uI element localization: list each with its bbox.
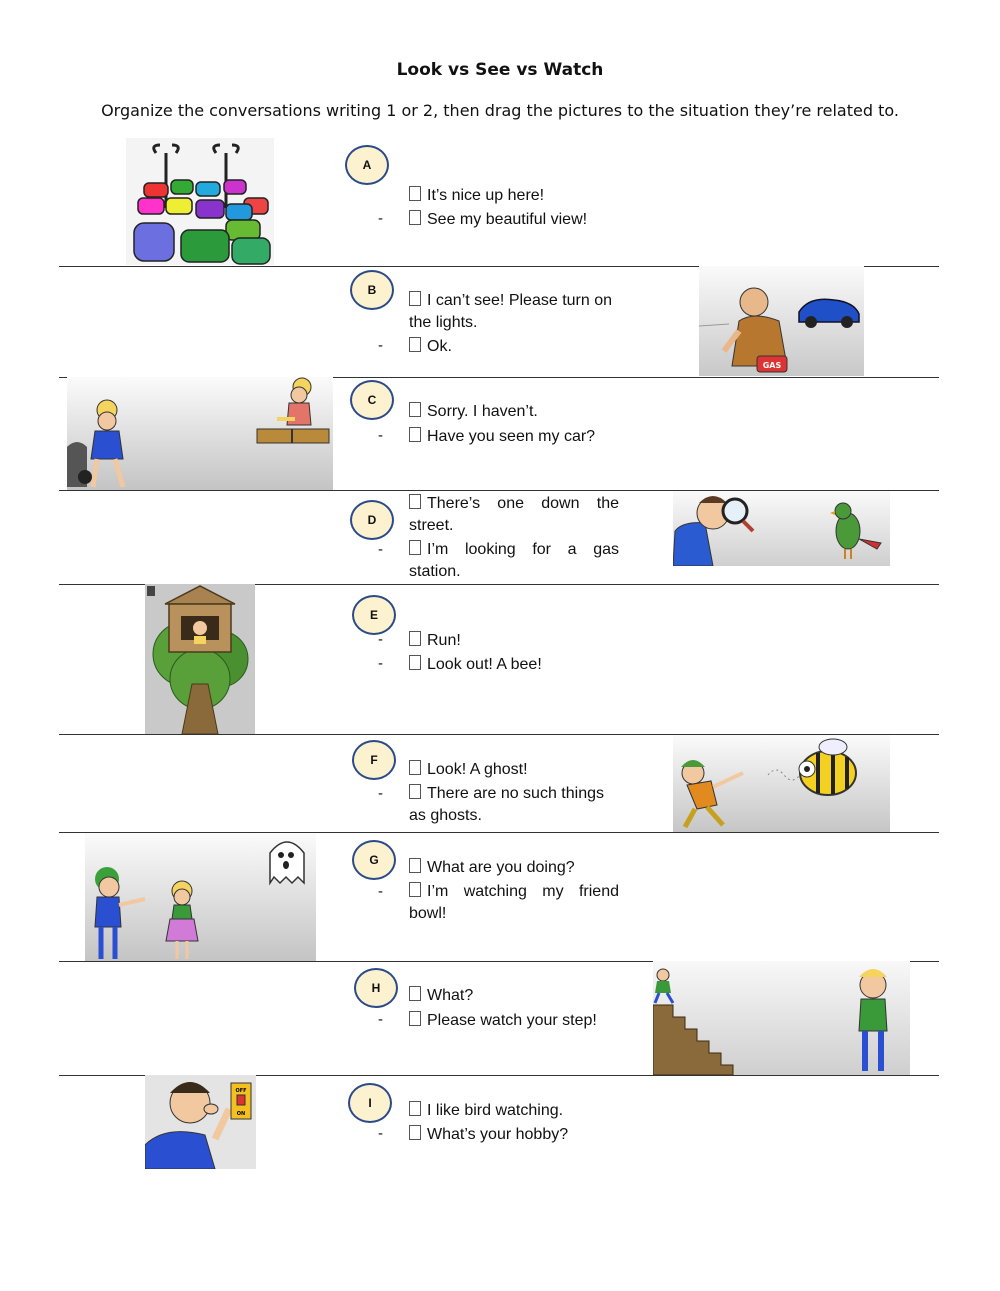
instructions: Organize the conversations writing 1 or 2, then drag the pictures to the situation they’re related to. — [101, 101, 899, 120]
answer-line-a2: See my beautiful view! — [409, 209, 619, 231]
dash: - — [378, 427, 383, 444]
number-box[interactable] — [409, 402, 421, 417]
bowling-and-table-picture[interactable] — [67, 377, 333, 490]
badge-c: C — [350, 380, 394, 420]
gas-can-label: GAS — [762, 361, 782, 370]
page-title: Look vs See vs Watch — [396, 60, 604, 80]
dash: - — [378, 1125, 383, 1142]
number-box[interactable] — [409, 760, 421, 775]
badge-a: A — [345, 145, 389, 185]
answer-line-b1: I can’t see! Please turn on the lights. — [409, 292, 612, 331]
badge-d: D — [350, 500, 394, 540]
answer-line-d2: I’m looking for a gas station. — [409, 541, 619, 580]
number-box[interactable] — [409, 291, 421, 306]
number-box[interactable] — [409, 1011, 421, 1026]
answer-line-f1: Look! A ghost! — [409, 759, 619, 781]
answer-line-g1: What are you doing? — [409, 857, 619, 879]
answer-line-b2: Ok. — [409, 336, 619, 358]
answer-line-h2: Please watch your step! — [409, 1010, 619, 1032]
dash: - — [378, 883, 383, 900]
badge-b: B — [350, 270, 394, 310]
badge-i: I — [348, 1083, 392, 1123]
number-box[interactable] — [409, 655, 421, 670]
number-box[interactable] — [409, 540, 421, 555]
answer-line-i2: What’s your hobby? — [409, 1124, 619, 1146]
light-switch-picture[interactable] — [145, 1075, 256, 1169]
magnifier-and-bird-picture[interactable] — [673, 491, 890, 566]
answer-line-h1: What? — [409, 985, 619, 1007]
dash: - — [378, 785, 383, 802]
tree-house-picture[interactable] — [145, 584, 255, 734]
number-box[interactable] — [409, 882, 421, 897]
answer-line-g2: I’m watching my friend bowl! — [409, 883, 619, 922]
answer-line-c2: Have you seen my car? — [409, 426, 619, 448]
answer-line-c1: Sorry. I haven’t. — [409, 401, 619, 423]
answer-line-f2: There are no such things as ghosts. — [409, 785, 604, 824]
badge-e: E — [352, 595, 396, 635]
number-box[interactable] — [409, 494, 421, 509]
switch-on-label: ON — [236, 1111, 246, 1117]
badge-g: G — [352, 840, 396, 880]
number-box[interactable] — [409, 986, 421, 1001]
dash: - — [378, 210, 383, 227]
ghost-picture[interactable] — [85, 833, 316, 961]
man-with-gas-can-picture[interactable] — [699, 266, 864, 376]
answer-line-i1: I like bird watching. — [409, 1100, 619, 1122]
number-box[interactable] — [409, 337, 421, 352]
number-box[interactable] — [409, 631, 421, 646]
answer-line-e2: Look out! A bee! — [409, 654, 619, 676]
badge-h: H — [354, 968, 398, 1008]
dash: - — [378, 541, 383, 558]
dash: - — [378, 631, 383, 648]
number-box[interactable] — [409, 427, 421, 442]
number-box[interactable] — [409, 186, 421, 201]
dash: - — [378, 1011, 383, 1028]
number-box[interactable] — [409, 784, 421, 799]
answer-line-e1: Run! — [409, 630, 619, 652]
number-box[interactable] — [409, 1101, 421, 1116]
answer-line-d1: There’s one down the street. — [409, 495, 619, 534]
dash: - — [378, 655, 383, 672]
number-box[interactable] — [409, 1125, 421, 1140]
parking-lot-picture[interactable] — [126, 138, 274, 265]
bee-chase-picture[interactable] — [673, 735, 890, 832]
stairs-picture[interactable] — [653, 961, 910, 1075]
answer-line-a1: It’s nice up here! — [409, 185, 619, 207]
number-box[interactable] — [409, 858, 421, 873]
switch-off-label: OFF — [235, 1088, 247, 1094]
dash: - — [378, 337, 383, 354]
badge-f: F — [352, 740, 396, 780]
number-box[interactable] — [409, 210, 421, 225]
